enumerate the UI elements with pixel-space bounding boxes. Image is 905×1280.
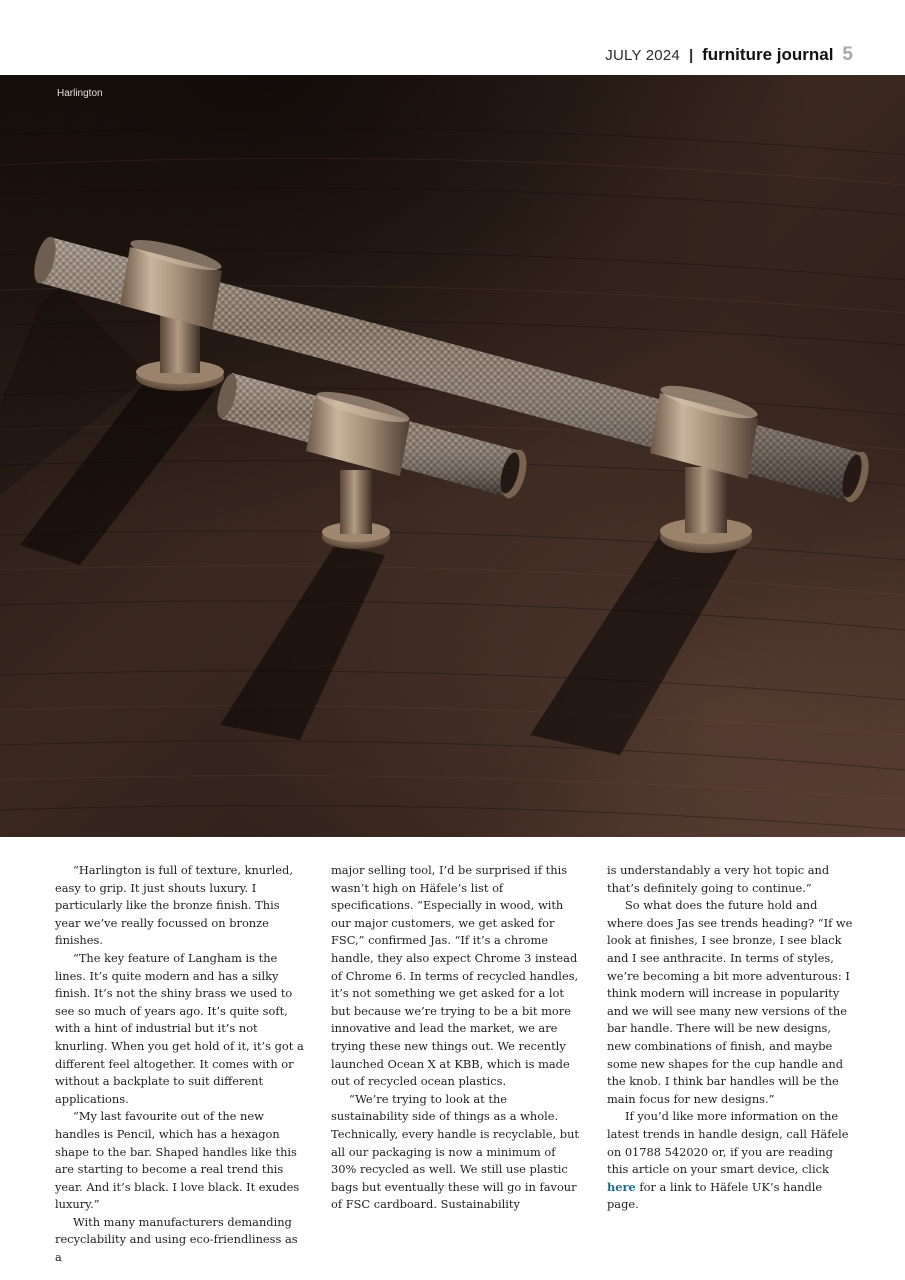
paragraph: With many manufacturers demanding recyclability and using eco-friendliness as a <box>55 1214 298 1265</box>
page-number: 5 <box>842 44 853 65</box>
contact-text-end: for a link to Häfele UK’s handle page. <box>607 1179 823 1212</box>
paragraph: So what does the future hold and where does Jas see trends heading? “If we look at finishes, I see bronze, I see black and I see anthracite. In terms of styles, we’re becoming a bit more adventurous: I think modern will increase in popularity and we will see many new versions of the bar handle. There will be new designs, new combinations of finish, and maybe some new shapes for the cup handle and the knob. I think bar handles will be the main focus for new designs.” <box>607 898 853 1106</box>
paragraph: major selling tool, I’d be surprised if this wasn’t high on Häfele’s list of specifications. “Especially in wood, with our major customers, we get asked for FSC,” confirmed Jas. “If it’s a chrome handle, they also expect Chrome 3 instead of Chrome 6. In terms of recycled handles, it’s not something we get asked for a lot but because we’re trying to be a bit more innovative and lead the market, we are trying these new things out. We recently launched Ocean X at KBB, which is made out of recycled ocean plastics. <box>331 863 579 1089</box>
issue-date: JULY 2024 <box>605 47 680 64</box>
handle-page-link[interactable]: here <box>607 1179 636 1194</box>
paragraph: “We’re trying to look at the sustainability side of things as a whole. Technically, every handle is recyclable, but all our packaging is now a minimum of 30% recycled as well. We still use plastic bags but eventually these will go in favour of FSC cardboard. Sustainability <box>331 1091 579 1212</box>
article-column-3 <box>607 862 857 1214</box>
paragraph: is understandably a very hot topic and that’s definitely going to continue.” <box>607 863 830 895</box>
paragraph: “Harlington is full of texture, knurled, easy to grip. It just shouts luxury. I particularly like the bronze finish. This year we’ve really focussed on bronze finishes. <box>55 863 293 948</box>
paragraph: “My last favourite out of the new handles is Pencil, which has a hexagon shape to the bar. Shaped handles like this are starting to become a real trend this year. And it’s black. I love black. It exudes luxury.” <box>55 1109 300 1212</box>
paragraph-contact <box>607 1108 857 1214</box>
paragraph: “The key feature of Langham is the lines. It’s quite modern and has a silky finish. It’s not the shiny brass we used to see so much of years ago. It’s quite soft, with a hint of industrial but it’s not knurling. When you get hold of it, it’s got a different feel altogether. It comes with or without a backplate to suit different applications. <box>55 950 304 1106</box>
product-photo <box>0 75 905 837</box>
contact-text: If you’d like more information on the latest trends in handle design, call Häfele on 01788 542020 or, if you are reading this article on your smart device, click <box>607 1109 849 1177</box>
page-header <box>605 44 853 66</box>
header-separator: | <box>688 47 694 64</box>
journal-title: furniture journal <box>702 45 834 64</box>
article-column-2 <box>331 862 581 1214</box>
article-column-1 <box>55 862 305 1267</box>
photo-caption: Harlington <box>57 88 103 99</box>
